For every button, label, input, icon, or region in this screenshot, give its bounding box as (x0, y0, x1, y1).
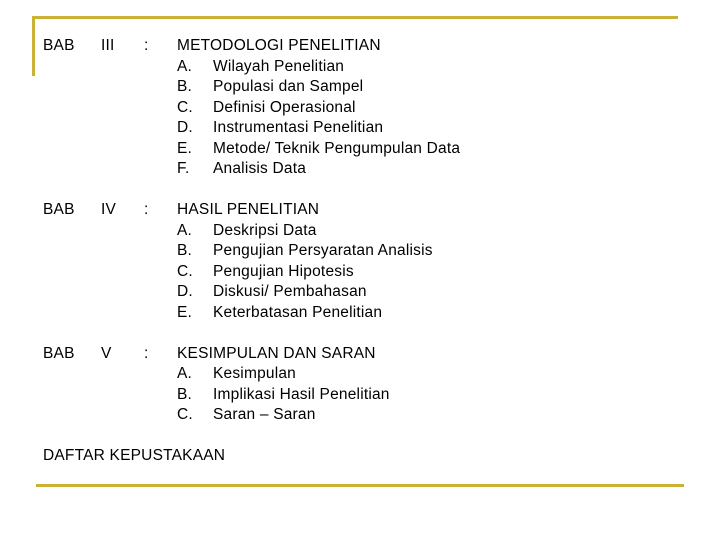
chapter-item (177, 385, 663, 406)
chapter-item (177, 405, 663, 426)
bab-number: V (101, 344, 112, 362)
item-text: Pengujian Hipotesis (213, 262, 354, 280)
chapter-bab-iii (43, 36, 663, 180)
bab-label: BAB (43, 201, 75, 218)
item-text: Instrumentasi Penelitian (213, 119, 384, 136)
item-text: Definisi Operasional (213, 98, 356, 116)
chapter-item (177, 77, 663, 98)
bab-number: III (101, 37, 115, 54)
item-letter: B. (177, 78, 193, 95)
item-letter: B. (177, 385, 193, 403)
top-accent-rule (32, 16, 678, 19)
chapter-item (177, 98, 663, 119)
item-text: Keterbatasan Penelitian (213, 303, 383, 321)
bottom-accent-rule (36, 484, 684, 487)
item-text: Wilayah Penelitian (213, 57, 345, 75)
item-letter: B. (177, 242, 193, 259)
item-text: Saran – Saran (213, 406, 316, 423)
bab-colon: : (144, 37, 149, 54)
chapter-item (177, 57, 663, 78)
chapter-item (177, 241, 663, 262)
chapter-item (177, 159, 663, 180)
table-of-contents (43, 36, 663, 467)
item-letter: D. (177, 119, 193, 136)
item-letter: A. (177, 365, 193, 382)
item-text: Kesimpulan (213, 365, 296, 382)
chapter-item (177, 139, 663, 160)
item-letter: E. (177, 303, 193, 321)
chapter-item (177, 364, 663, 385)
item-text: Metode/ Teknik Pengumpulan Data (213, 139, 461, 157)
chapter-item (177, 221, 663, 242)
chapter-bab-v (43, 344, 663, 426)
bab-label: BAB (43, 344, 75, 362)
chapter-item (177, 262, 663, 283)
chapter-body (177, 200, 663, 323)
bibliography-heading: DAFTAR KEPUSTAKAAN (43, 447, 226, 464)
item-text: Deskripsi Data (213, 221, 317, 239)
item-text: Pengujian Persyaratan Analisis (213, 242, 433, 259)
item-letter: C. (177, 98, 193, 116)
chapter-item (177, 303, 663, 324)
item-text: Analisis Data (213, 160, 307, 177)
item-letter: F. (177, 160, 190, 177)
chapter-title: HASIL PENELITIAN (177, 201, 320, 218)
chapter-body (177, 36, 663, 180)
item-letter: C. (177, 262, 193, 280)
chapter-body (177, 344, 663, 426)
left-accent-rule (32, 16, 35, 76)
bab-label: BAB (43, 37, 75, 54)
bab-number: IV (101, 201, 117, 218)
item-text: Diskusi/ Pembahasan (213, 283, 367, 300)
item-letter: C. (177, 406, 193, 423)
item-letter: D. (177, 283, 193, 300)
chapter-bab-iv (43, 200, 663, 323)
bab-colon: : (144, 201, 149, 218)
item-text: Populasi dan Sampel (213, 78, 364, 95)
item-letter: A. (177, 57, 193, 75)
chapter-item (177, 118, 663, 139)
item-letter: E. (177, 139, 193, 157)
bab-colon: : (144, 344, 149, 362)
chapter-title: KESIMPULAN DAN SARAN (177, 344, 376, 362)
chapter-item (177, 282, 663, 303)
item-text: Implikasi Hasil Penelitian (213, 385, 390, 403)
item-letter: A. (177, 221, 193, 239)
chapter-title: METODOLOGI PENELITIAN (177, 37, 381, 54)
